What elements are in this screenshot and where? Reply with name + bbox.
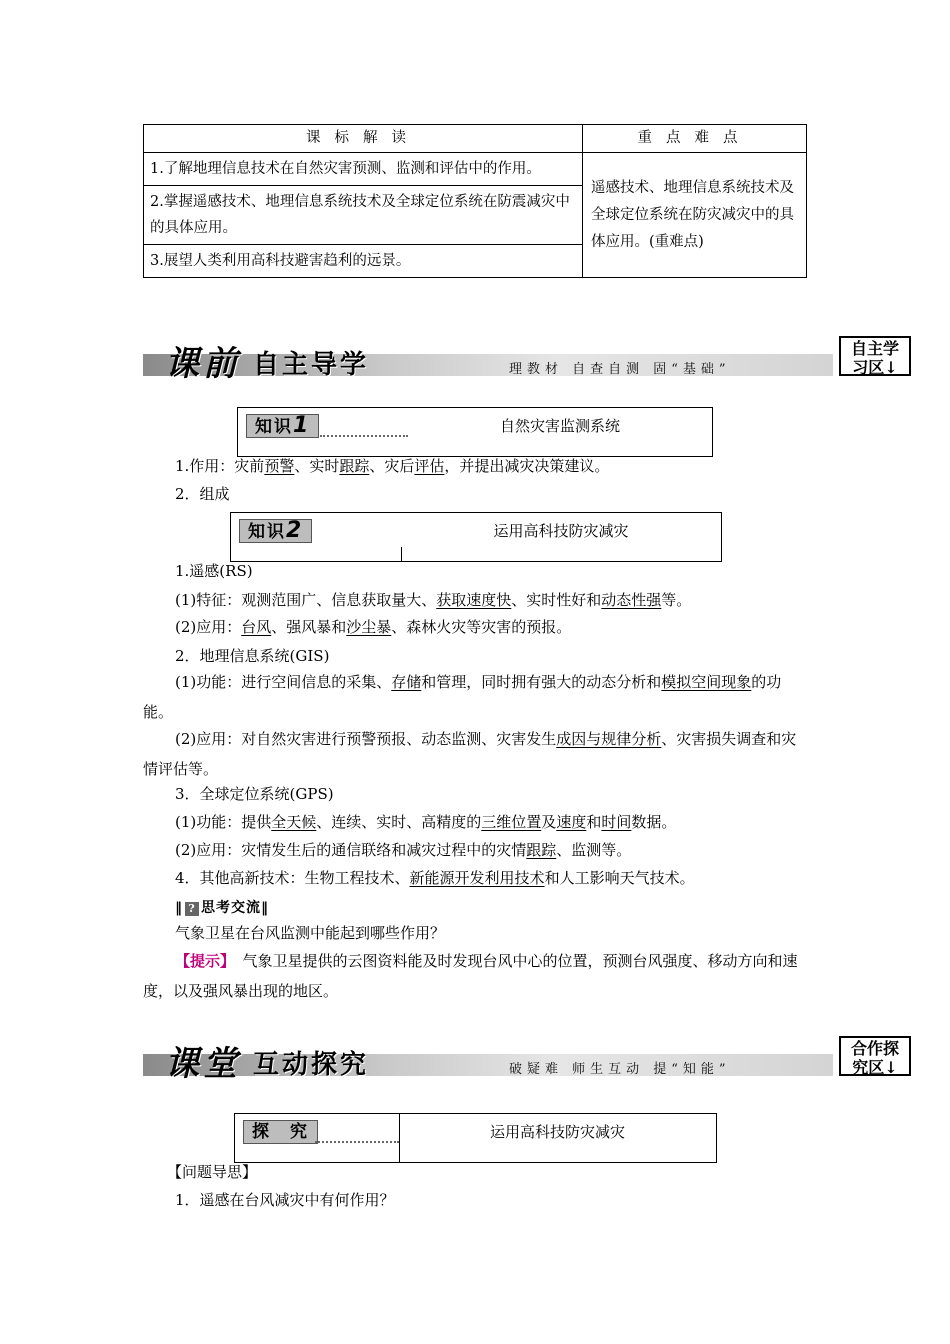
knowledge-title: 自然灾害监测系统 — [499, 417, 620, 435]
text-line: (2)应用：灾情发生后的通信联络和减灾过程中的灾情跟踪、监测等。 — [175, 841, 632, 859]
text-line: 2．地理信息系统(GIS) — [175, 647, 330, 665]
text-line: (1)功能：提供全天候、连续、实时、高精度的三维位置及速度和时间数据。 — [175, 813, 677, 831]
explore-box — [234, 1113, 717, 1163]
knowledge-tag: 知识1 — [246, 414, 319, 438]
question-icon: ? — [185, 902, 199, 916]
think-exchange-label: ‖ ? 思考交流‖ — [175, 900, 269, 916]
section-banner-inclass — [143, 1036, 913, 1084]
knowledge-box-1 — [237, 407, 713, 457]
banner-subtitle: 理教材 自查自测 固“基础” — [509, 362, 731, 377]
text-line: 1.遥感(RS) — [175, 562, 253, 580]
table-row: 1.了解地理信息技术在自然灾害预测、监测和评估中的作用。 — [144, 153, 583, 186]
text-line: 1.作用：灾前预警、实时跟踪、灾后评估，并提出减灾决策建议。 — [175, 457, 610, 475]
text-line: 2．组成 — [175, 485, 230, 503]
text-line: (2)应用：台风、强风暴和沙尘暴、森林火灾等灾害的预报。 — [175, 618, 572, 636]
text-line: (1)特征：观测范围广、信息获取量大、获取速度快、实时性好和动态性强等。 — [175, 591, 692, 609]
guide-heading: 【问题导思】 — [167, 1163, 258, 1181]
explore-title: 运用高科技防灾减灾 — [489, 1123, 625, 1141]
hint-label: 【提示】 — [175, 952, 228, 970]
zone-label: 自主学 习区↓ — [839, 336, 911, 376]
banner-title-b: 自主导学 — [253, 350, 370, 380]
question-text: 气象卫星在台风监测中能起到哪些作用？ — [175, 924, 446, 942]
paragraph: (2)应用：对自然灾害进行预警预报、动态监测、灾害发生成因与规律分析、灾害损失调查和灾情评估等。 — [143, 730, 797, 778]
table-row: 3.展望人类利用高科技避害趋利的远景。 — [144, 245, 583, 278]
section-banner-preview — [143, 336, 913, 384]
text-line: 4．其他高新技术：生物工程技术、新能源开发利用技术和人工影响天气技术。 — [175, 869, 695, 887]
key-points-cell: 遥感技术、地理信息系统技术及全球定位系统在防灾减灾中的具体应用。(重难点) — [583, 153, 807, 278]
question-1: 1．遥感在台风减灾中有何作用？ — [175, 1191, 395, 1209]
knowledge-tag: 知识2 — [239, 519, 312, 543]
dotted-divider — [320, 435, 408, 437]
explore-tag: 探 究 — [243, 1120, 318, 1144]
hint-paragraph: 【提示】 气象卫星提供的云图资料能及时发现台风中心的位置，预测台风强度、移动方向和速度，以及强风暴出现的地区。 — [143, 952, 798, 1000]
table-header-right: 重点难点 — [583, 125, 807, 153]
table-row: 2.掌握遥感技术、地理信息系统技术及全球定位系统在防震减灾中的具体应用。 — [144, 186, 583, 245]
text-line: 3．全球定位系统(GPS) — [175, 785, 334, 803]
banner-title-a: 课堂 — [165, 1044, 241, 1084]
paragraph: (1)功能：进行空间信息的采集、存储和管理，同时拥有强大的动态分析和模拟空间现象的功能。 — [143, 673, 782, 721]
knowledge-box-2 — [230, 512, 722, 562]
zone-label: 合作探 究区↓ — [839, 1036, 911, 1076]
dotted-divider — [315, 1141, 399, 1143]
banner-subtitle: 破疑难 师生互动 提“知能” — [509, 1062, 731, 1077]
standards-table — [143, 124, 807, 278]
banner-title-a: 课前 — [165, 344, 241, 384]
banner-title-b: 互动探究 — [253, 1050, 370, 1080]
knowledge-title: 运用高科技防灾减灾 — [493, 522, 629, 540]
table-header-left: 课标解读 — [144, 125, 583, 153]
